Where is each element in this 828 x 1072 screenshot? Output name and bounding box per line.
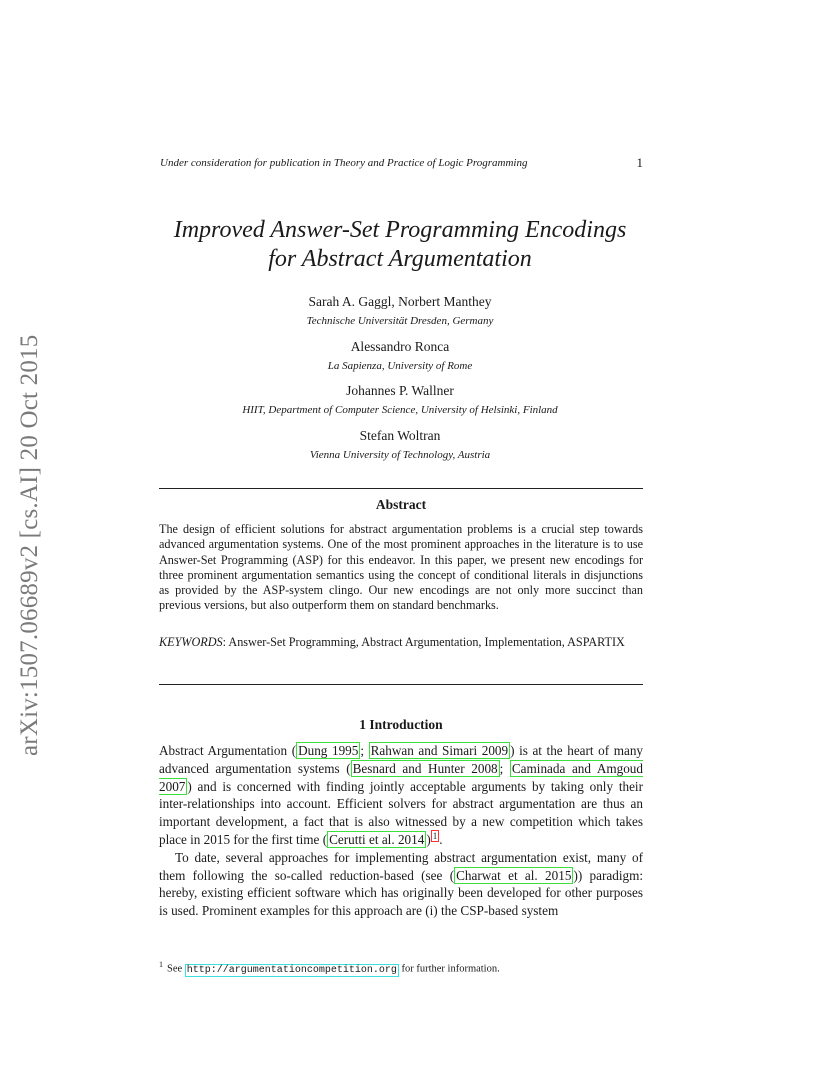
- text-run: .: [439, 831, 443, 847]
- footnote-url-link[interactable]: http://argumentationcompetition.org: [186, 964, 397, 976]
- text-run: )) paradigm: hereby, existing efficient software which has originally been developed for other purposes is used. Prominent examples for this approach are (i) the CSP-based system: [159, 867, 644, 919]
- running-head: Under consideration for publication in Theory and Practice of Logic Programming: [160, 157, 528, 169]
- text-run: See: [167, 963, 185, 975]
- abstract-top-rule: [159, 488, 643, 489]
- abstract-bottom-rule: [159, 684, 643, 685]
- author-name: Stefan Woltran: [359, 428, 441, 443]
- citation-link[interactable]: Besnard and Hunter 2008: [352, 760, 498, 776]
- keywords-text: : Answer-Set Programming, Abstract Argumentation, Implementation, ASPARTIX: [222, 635, 625, 649]
- text-run: ): [426, 831, 431, 847]
- paper-title-line-2: for Abstract Argumentation: [268, 246, 532, 272]
- section-heading: 1 Introduction: [359, 717, 443, 732]
- author-affiliation: La Sapienza, University of Rome: [327, 360, 473, 372]
- arxiv-identifier: arXiv:1507.06689v2 [cs.AI] 20 Oct 2015: [16, 334, 43, 756]
- author-name: Johannes P. Wallner: [346, 383, 454, 398]
- footnote-reference-link[interactable]: 1: [432, 830, 438, 841]
- paper-title-line-1: Improved Answer-Set Programming Encodings: [173, 217, 627, 243]
- text-run: ;: [360, 743, 369, 758]
- citation-link[interactable]: Charwat et al. 2015: [456, 867, 572, 883]
- text-run: ) and is concerned with finding jointly acceptable arguments by taking only their inter-relationships into account. Efficient solvers for abstract argumentation are thus an important development, a fact that is also witnessed by a new competition which takes place in 2015 for the first time (: [159, 778, 643, 847]
- footnote: [159, 960, 643, 976]
- intro-paragraph-2: [159, 849, 643, 920]
- text-run: for further information.: [398, 963, 500, 975]
- abstract-heading: Abstract: [375, 497, 427, 512]
- intro-paragraph-1: [159, 742, 643, 849]
- text-run: ) is at the heart of many advanced argumentation systems (: [159, 743, 644, 776]
- text-run: Abstract Argumentation (: [159, 743, 297, 758]
- keywords-label: KEYWORDS: [159, 635, 223, 649]
- abstract-text: The design of efficient solutions for abstract argumentation problems is a crucial step towards advanced argumentation systems. One of the most prominent approaches in the literature is to use Answer-Set Programming (ASP) for this endeavor. In this paper, we present new encodings for three prominent argumentation semantics using the concept of conditional literals in disjunctions as provided by the ASP-system clingo. Our new encodings are not only more succinct than previous versions, but also outperform them on standard benchmarks.: [159, 522, 643, 613]
- author-name: Sarah A. Gaggl, Norbert Manthey: [308, 294, 492, 309]
- footnote-mark: 1: [159, 960, 163, 969]
- author-affiliation: HIIT, Department of Computer Science, University of Helsinki, Finland: [242, 404, 558, 416]
- author-affiliation: Technische Universität Dresden, Germany: [306, 315, 494, 327]
- author-affiliation: Vienna University of Technology, Austria: [309, 449, 491, 461]
- citation-link[interactable]: Rahwan and Simari 2009: [370, 743, 509, 758]
- text-run: To date, several approaches for implementing abstract argumentation exist, many of them following the so-called reduction-based (see (: [159, 849, 643, 883]
- citation-link[interactable]: Caminada and Amgoud 2007: [159, 760, 643, 794]
- citation-link[interactable]: Dung 1995: [298, 743, 359, 758]
- keywords: [159, 635, 643, 650]
- text-run: ;: [499, 760, 510, 776]
- introduction-body: [159, 742, 643, 920]
- author-name: Alessandro Ronca: [350, 339, 450, 354]
- citation-link[interactable]: Cerutti et al. 2014: [329, 831, 425, 847]
- page-number: 1: [636, 155, 643, 170]
